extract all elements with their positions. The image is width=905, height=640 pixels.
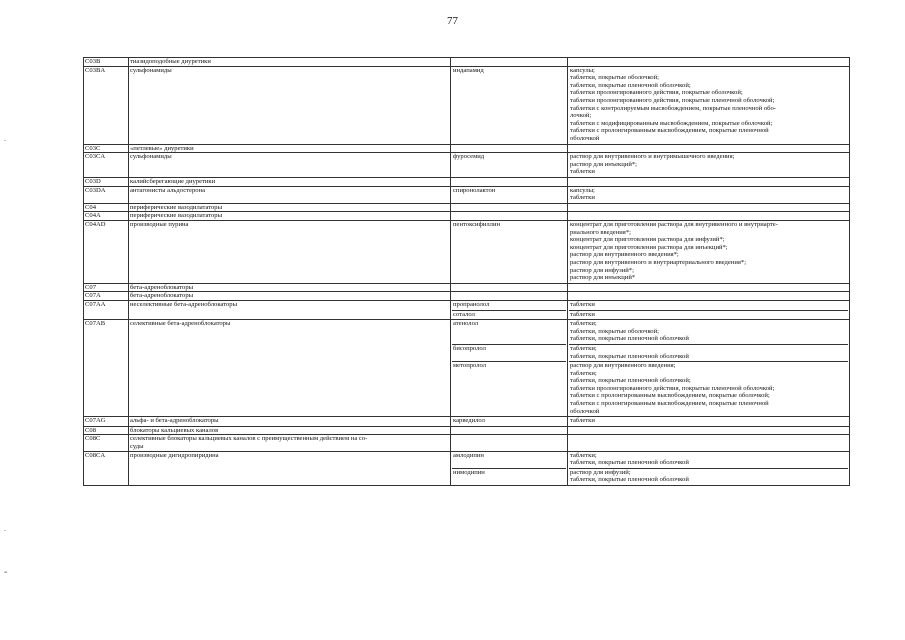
drug-block — [452, 362, 566, 416]
dosage-form: раствор для внутривенного и внутриартериального введения*; — [570, 258, 747, 266]
margin-mark: - — [4, 528, 6, 534]
atc-code-cell: C03C — [84, 144, 129, 153]
dosage-form-cell — [568, 203, 850, 212]
dosage-form-cell — [568, 177, 850, 186]
atc-code-cell: C04 — [84, 203, 129, 212]
group-name: неселективные бета-адреноблокаторы — [130, 300, 238, 308]
drug-name: фуросемид — [453, 153, 485, 161]
atc-code-cell: C08 — [84, 426, 129, 435]
group-name-cell — [129, 435, 451, 451]
atc-code-cell: C03DA — [84, 186, 129, 203]
group-name-cell — [129, 451, 451, 485]
atc-code-cell: C07AA — [84, 300, 129, 319]
dosage-form: раствор для внутривенного введения; — [570, 362, 676, 370]
dosage-form: лочкой; — [570, 112, 592, 120]
drug-name-cell — [451, 177, 568, 186]
dosage-form: таблетки, покрытые пленочной оболочкой; — [570, 377, 691, 385]
dosage-form: концентрат для приготовления раствора для инфузий*; — [570, 236, 725, 244]
group-name: производные пурина — [130, 220, 189, 228]
dosage-form: оболочкой — [570, 134, 600, 142]
group-name-cell — [129, 153, 451, 178]
dosage-form: таблетки — [570, 300, 595, 308]
medicines-table — [83, 57, 850, 486]
table-row — [84, 186, 850, 203]
drug-name-cell — [451, 66, 568, 144]
group-name: периферические вазодилататоры — [130, 203, 223, 211]
dosage-form-block — [569, 67, 848, 144]
atc-code-cell: C07 — [84, 283, 129, 292]
dosage-form: таблетки, покрытые пленочной оболочкой — [570, 459, 689, 467]
dosage-form: таблетки; — [570, 451, 597, 459]
atc-code-cell: C08CA — [84, 451, 129, 485]
dosage-form: таблетки, покрытые пленочной оболочкой; — [570, 81, 691, 89]
group-name-cell — [129, 58, 451, 67]
table-row — [84, 144, 850, 153]
group-name-cell — [129, 417, 451, 427]
atc-code-cell: C07A — [84, 292, 129, 301]
dosage-form: раствор для инъекций* — [570, 274, 636, 282]
drug-name: пропранолол — [453, 300, 490, 308]
drug-name-cell — [451, 426, 568, 435]
group-name-cell — [129, 292, 451, 301]
group-name: бета-адреноблокаторы — [130, 292, 194, 300]
dosage-form: таблетки, покрытые пленочной оболочкой — [570, 476, 689, 484]
drug-name: спиронолактон — [453, 186, 496, 194]
dosage-form: раствор для инфузий*; — [570, 266, 634, 274]
group-name-cell — [129, 203, 451, 212]
dosage-form-cell — [568, 66, 850, 144]
group-name: «петлевые» диуретики — [130, 144, 194, 152]
group-name: селективные бета-адреноблокаторы — [130, 320, 231, 328]
atc-code-cell: C03D — [84, 177, 129, 186]
drug-name-cell — [451, 153, 568, 178]
group-name-cell — [129, 212, 451, 221]
dosage-form-cell — [568, 220, 850, 283]
dosage-form: раствор для внутривенного и внутримышечного введения; — [570, 153, 735, 161]
drug-name: карведилол — [453, 417, 485, 425]
dosage-form: таблетки пролонгированного действия, покрытые оболочкой; — [570, 89, 743, 97]
atc-code-cell: C08C — [84, 435, 129, 451]
dosage-form: таблетки, покрытые пленочной оболочкой — [570, 335, 689, 343]
drug-name-cell — [451, 300, 568, 319]
table-row — [84, 177, 850, 186]
drug-block — [452, 311, 566, 320]
table-row — [84, 292, 850, 301]
dosage-form: таблетки пролонгированного действия, покрытые пленочной оболочкой; — [570, 96, 775, 104]
dosage-form-cell — [568, 292, 850, 301]
group-name-continuation: суды — [130, 443, 144, 451]
dosage-form: таблетки; — [570, 369, 597, 377]
group-name: бета-адреноблокаторы — [130, 283, 194, 291]
drug-name: нимодипин — [453, 468, 485, 476]
dosage-form: таблетки с контролируемым высвобождением, покрытые пленочной обо- — [570, 104, 777, 112]
dosage-form-cell — [568, 186, 850, 203]
dosage-form-block — [569, 187, 848, 203]
atc-code-cell: C04A — [84, 212, 129, 221]
dosage-form: таблетки с модифицированным высвобождением, покрытые оболочкой; — [570, 119, 773, 127]
dosage-form: таблетки пролонгированного действия, покрытые пленочной оболочкой; — [570, 384, 775, 392]
margin-mark: - — [4, 138, 6, 144]
dosage-form: капсулы; — [570, 186, 595, 194]
group-name-cell — [129, 144, 451, 153]
group-name-cell — [129, 220, 451, 283]
group-name-cell — [129, 426, 451, 435]
group-name: сульфонамиды — [130, 66, 172, 74]
dosage-form: таблетки — [570, 310, 595, 318]
dosage-form: таблетки, покрытые оболочкой; — [570, 327, 659, 335]
table-row — [84, 283, 850, 292]
table-body — [84, 58, 850, 486]
table-row — [84, 417, 850, 427]
table-row — [84, 451, 850, 485]
dosage-form-block — [569, 153, 848, 177]
dosage-form-cell — [568, 417, 850, 427]
drug-block — [452, 320, 566, 345]
dosage-form: раствор для инфузий; — [570, 468, 631, 476]
drug-block — [452, 153, 566, 177]
atc-code-cell: C03BA — [84, 66, 129, 144]
dosage-form-block — [569, 320, 848, 345]
dosage-form-block — [569, 469, 848, 485]
dosage-form-block — [569, 311, 848, 320]
drug-name-cell — [451, 203, 568, 212]
table-row — [84, 320, 850, 417]
atc-code-cell: C03CA — [84, 153, 129, 178]
dosage-form-block — [569, 417, 848, 426]
dosage-form-cell — [568, 300, 850, 319]
drug-name: соталол — [453, 310, 475, 318]
dosage-form: таблетки, покрытые пленочной оболочкой — [570, 352, 689, 360]
drug-name-cell — [451, 212, 568, 221]
group-name: периферические вазодилататоры — [130, 212, 223, 220]
drug-name-cell — [451, 320, 568, 417]
group-name-cell — [129, 300, 451, 319]
dosage-form: раствор для инъекций*; — [570, 160, 637, 168]
page-number: 77 — [447, 15, 458, 27]
dosage-form-cell — [568, 451, 850, 485]
drug-block — [452, 417, 566, 426]
drug-block — [452, 187, 566, 203]
drug-name-cell — [451, 435, 568, 451]
dosage-form-cell — [568, 58, 850, 67]
dosage-form: таблетки; — [570, 320, 597, 328]
dosage-form-cell — [568, 212, 850, 221]
drug-name: амлодипин — [453, 451, 484, 459]
dosage-form-block — [569, 221, 848, 283]
dosage-form: концентрат для приготовления раствора для инъекций*; — [570, 243, 728, 251]
group-name-cell — [129, 177, 451, 186]
table-row — [84, 66, 850, 144]
table-row — [84, 212, 850, 221]
dosage-form-block — [569, 362, 848, 416]
dosage-form: таблетки с пролонгированным высвобождением, покрытые пленочной — [570, 127, 769, 135]
drug-name: пентоксифиллин — [453, 220, 501, 228]
group-name: блокаторы кальциевых каналов — [130, 426, 219, 434]
dosage-form: раствор для внутривенного введения*; — [570, 251, 679, 259]
dosage-form: таблетки с пролонгированным высвобождением, покрытые оболочкой; — [570, 392, 770, 400]
drug-name-cell — [451, 220, 568, 283]
drug-name-cell — [451, 58, 568, 67]
group-name: антагонисты альдостерона — [130, 186, 206, 194]
dosage-form: таблетки — [570, 417, 595, 425]
table-row — [84, 203, 850, 212]
drug-block — [452, 452, 566, 469]
dosage-form: таблетки — [570, 194, 595, 202]
group-name: калийсберегающие диуретики — [130, 177, 216, 185]
table-row — [84, 426, 850, 435]
drug-name: атенолол — [453, 320, 479, 328]
dosage-form: капсулы; — [570, 66, 595, 74]
drug-name-cell — [451, 144, 568, 153]
drug-name: метопролол — [453, 362, 487, 370]
atc-code-cell: C07AG — [84, 417, 129, 427]
drug-name-cell — [451, 283, 568, 292]
dosage-form: концентрат для приготовления раствора для внутривенного и внутриарте- — [570, 220, 778, 228]
group-name-cell — [129, 66, 451, 144]
dosage-form-cell — [568, 320, 850, 417]
drug-block — [452, 301, 566, 311]
group-name: селективные блокаторы кальциевых каналов с преимущественным действием на со- — [130, 435, 368, 443]
dosage-form: оболочкой — [570, 407, 600, 415]
table-row — [84, 300, 850, 319]
dosage-form-block — [569, 452, 848, 469]
drug-block — [452, 221, 566, 283]
table-row — [84, 58, 850, 67]
dosage-form-cell — [568, 283, 850, 292]
table-row — [84, 220, 850, 283]
table-row — [84, 153, 850, 178]
drug-name-cell — [451, 186, 568, 203]
margin-mark: ≡ — [4, 570, 8, 576]
dosage-form-cell — [568, 153, 850, 178]
drug-name-cell — [451, 292, 568, 301]
dosage-form: таблетки с пролонгированным высвобождением, покрытые пленочной — [570, 400, 769, 408]
dosage-form: риального введения*; — [570, 228, 631, 236]
drug-block — [452, 469, 566, 485]
drug-name-cell — [451, 417, 568, 427]
drug-name-cell — [451, 451, 568, 485]
dosage-form-cell — [568, 144, 850, 153]
dosage-form-block — [569, 301, 848, 311]
group-name: производные дигидропиридина — [130, 451, 219, 459]
atc-code-cell: C04AD — [84, 220, 129, 283]
dosage-form: таблетки; — [570, 344, 597, 352]
group-name: альфа- и бета-адреноблокаторы — [130, 417, 219, 425]
drug-block — [452, 345, 566, 362]
group-name-cell — [129, 320, 451, 417]
dosage-form: таблетки, покрытые оболочкой; — [570, 74, 659, 82]
group-name: сульфонамиды — [130, 153, 172, 161]
dosage-form-cell — [568, 426, 850, 435]
drug-name: бисопролол — [453, 344, 486, 352]
dosage-form-block — [569, 345, 848, 362]
drug-block — [452, 67, 566, 144]
group-name: тиазидоподобные диуретики — [130, 58, 211, 65]
atc-code-cell: C07AB — [84, 320, 129, 417]
dosage-form-cell — [568, 435, 850, 451]
atc-code-cell: C03B — [84, 58, 129, 67]
group-name-cell — [129, 283, 451, 292]
table-row — [84, 435, 850, 451]
group-name-cell — [129, 186, 451, 203]
drug-name: индапамид — [453, 66, 484, 74]
dosage-form: таблетки — [570, 168, 595, 176]
